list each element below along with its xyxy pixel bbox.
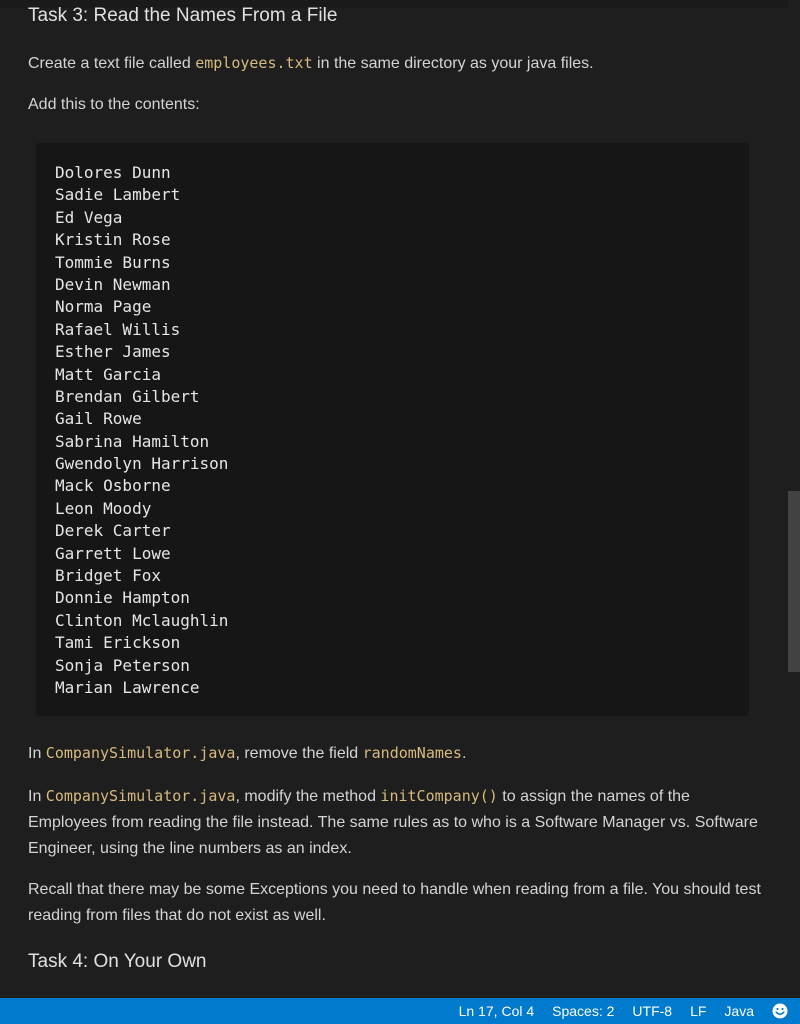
language-mode[interactable]: Java bbox=[724, 1003, 754, 1019]
text: In bbox=[28, 788, 46, 805]
text: Create a text file called bbox=[28, 55, 196, 72]
code-line: Mack Osborne bbox=[55, 476, 171, 496]
code-line: Tami Erickson bbox=[55, 633, 181, 653]
code-line: Esther James bbox=[55, 342, 171, 362]
text: , remove the field bbox=[235, 745, 363, 762]
code-line: Sabrina Hamilton bbox=[55, 431, 210, 451]
names-code-block bbox=[36, 143, 749, 716]
inline-code-employees-txt: employees.txt bbox=[195, 54, 313, 72]
encoding-setting[interactable]: UTF-8 bbox=[632, 1003, 673, 1019]
code-line: Gail Rowe bbox=[55, 409, 142, 429]
cursor-position[interactable]: Ln 17, Col 4 bbox=[458, 1003, 535, 1019]
code-line: Gwendolyn Harrison bbox=[55, 454, 229, 474]
task3-paragraph-modify-method bbox=[28, 783, 768, 862]
code-line: Kristin Rose bbox=[55, 230, 171, 250]
code-line: Donnie Hampton bbox=[55, 588, 190, 608]
end-of-line-setting[interactable]: LF bbox=[690, 1003, 707, 1019]
task3-heading: Task 3: Read the Names From a File bbox=[28, 5, 338, 26]
code-line: Ed Vega bbox=[55, 207, 123, 227]
code-line: Sadie Lambert bbox=[55, 185, 181, 205]
status-bar bbox=[0, 998, 800, 1024]
task3-paragraph-add-contents: Add this to the contents: bbox=[28, 96, 200, 113]
code-line: Dolores Dunn bbox=[55, 163, 171, 182]
code-line: Derek Carter bbox=[55, 521, 171, 541]
smiley-icon[interactable] bbox=[772, 1003, 788, 1019]
code-line: Rafael Willis bbox=[55, 319, 181, 339]
code-line: Brendan Gilbert bbox=[55, 386, 200, 406]
code-line: Devin Newman bbox=[55, 274, 171, 294]
task3-paragraph-create-file bbox=[28, 50, 768, 77]
code-line: Tommie Burns bbox=[55, 252, 171, 272]
code-line: Clinton Mclaughlin bbox=[55, 610, 229, 630]
text: in the same directory as your java files. bbox=[312, 55, 594, 72]
scrollbar-thumb[interactable] bbox=[788, 491, 800, 672]
text: In bbox=[28, 745, 46, 762]
vertical-scrollbar[interactable] bbox=[788, 0, 800, 998]
inline-code-company-simulator: CompanySimulator.java bbox=[45, 787, 236, 805]
code-line: Marian Lawrence bbox=[55, 677, 200, 697]
text: . bbox=[461, 745, 467, 762]
code-line: Norma Page bbox=[55, 297, 152, 317]
indentation-setting[interactable]: Spaces: 2 bbox=[552, 1003, 615, 1019]
code-line: Matt Garcia bbox=[55, 364, 161, 384]
task3-paragraph-exceptions: Recall that there may be some Exceptions you need to handle when reading from a file. You should test reading from files that do not exist as well. bbox=[28, 881, 761, 924]
task4-heading: Task 4: On Your Own bbox=[28, 951, 207, 972]
code-line: Bridget Fox bbox=[55, 566, 161, 586]
code-line: Leon Moody bbox=[55, 498, 152, 518]
inline-code-random-names: randomNames bbox=[362, 744, 462, 762]
inline-code-init-company: initCompany() bbox=[380, 787, 498, 805]
task3-paragraph-remove-field bbox=[28, 740, 768, 767]
inline-code-company-simulator: CompanySimulator.java bbox=[45, 744, 236, 762]
text: , modify the method bbox=[235, 788, 381, 805]
code-line: Garrett Lowe bbox=[55, 543, 171, 563]
code-line: Sonja Peterson bbox=[55, 655, 190, 675]
text: to assign the names of the Employees from reading the file instead. The same rules as to who is a Software Manager vs. Software Engineer, using the line numbers as an index. bbox=[28, 788, 758, 857]
